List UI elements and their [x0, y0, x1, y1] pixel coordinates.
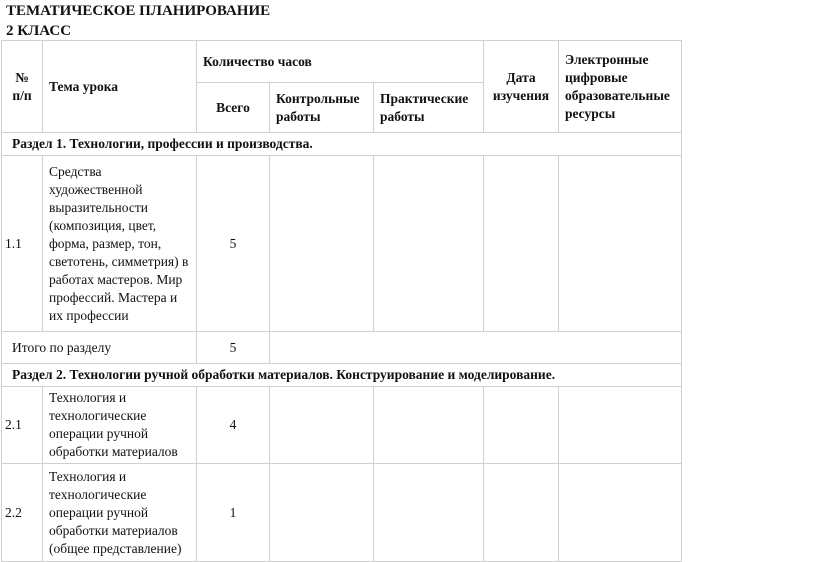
header-control: Контрольные работы: [270, 83, 374, 133]
row-practical: [374, 387, 484, 464]
table-row: [2, 156, 682, 332]
row-num: 2.2: [2, 464, 43, 562]
header-date: Дата изучения: [484, 41, 559, 133]
row-topic: Технология и технологические операции ручной обработки материалов: [43, 387, 197, 464]
row-practical: [374, 156, 484, 332]
row-control: [270, 387, 374, 464]
section-1-title: Раздел 1. Технологии, профессии и производства.: [2, 133, 682, 156]
subtotal-row: [2, 332, 682, 364]
header-num: № п/п: [2, 41, 43, 133]
header-total: Всего: [197, 83, 270, 133]
row-resources: [559, 387, 682, 464]
header-row: [2, 41, 682, 83]
table-row: [2, 464, 682, 562]
row-topic: Технология и технологические операции ручной обработки материалов (общее представление): [43, 464, 197, 562]
header-practical: Практические работы: [374, 83, 484, 133]
subtotal-empty: [270, 332, 682, 364]
row-topic: Средства художественной выразительности (композиция, цвет, форма, размер, тон, светотень, симметрия) в работах мастеров. Мир профессий. Мастера и их профессии: [43, 156, 197, 332]
row-date: [484, 464, 559, 562]
row-date: [484, 156, 559, 332]
row-total: 5: [197, 156, 270, 332]
section-row: [2, 133, 682, 156]
row-date: [484, 387, 559, 464]
row-control: [270, 156, 374, 332]
header-hours: Количество часов: [197, 41, 484, 83]
row-practical: [374, 464, 484, 562]
row-resources: [559, 464, 682, 562]
page-title: ТЕМАТИЧЕСКОЕ ПЛАНИРОВАНИЕ: [6, 3, 271, 19]
subtotal-label: Итого по разделу: [2, 332, 197, 364]
subtotal-value: 5: [197, 332, 270, 364]
row-num: 1.1: [2, 156, 43, 332]
row-num: 2.1: [2, 387, 43, 464]
row-total: 4: [197, 387, 270, 464]
planning-table: [1, 40, 682, 562]
header-resources: Электронные цифровые образовательные ресурсы: [559, 41, 682, 133]
row-resources: [559, 156, 682, 332]
table-row: [2, 387, 682, 464]
section-row: [2, 364, 682, 387]
header-topic: Тема урока: [43, 41, 197, 133]
section-2-title: Раздел 2. Технологии ручной обработки материалов. Конструирование и моделирование.: [2, 364, 682, 387]
row-total: 1: [197, 464, 270, 562]
row-control: [270, 464, 374, 562]
page-subtitle: 2 КЛАСС: [6, 23, 72, 39]
